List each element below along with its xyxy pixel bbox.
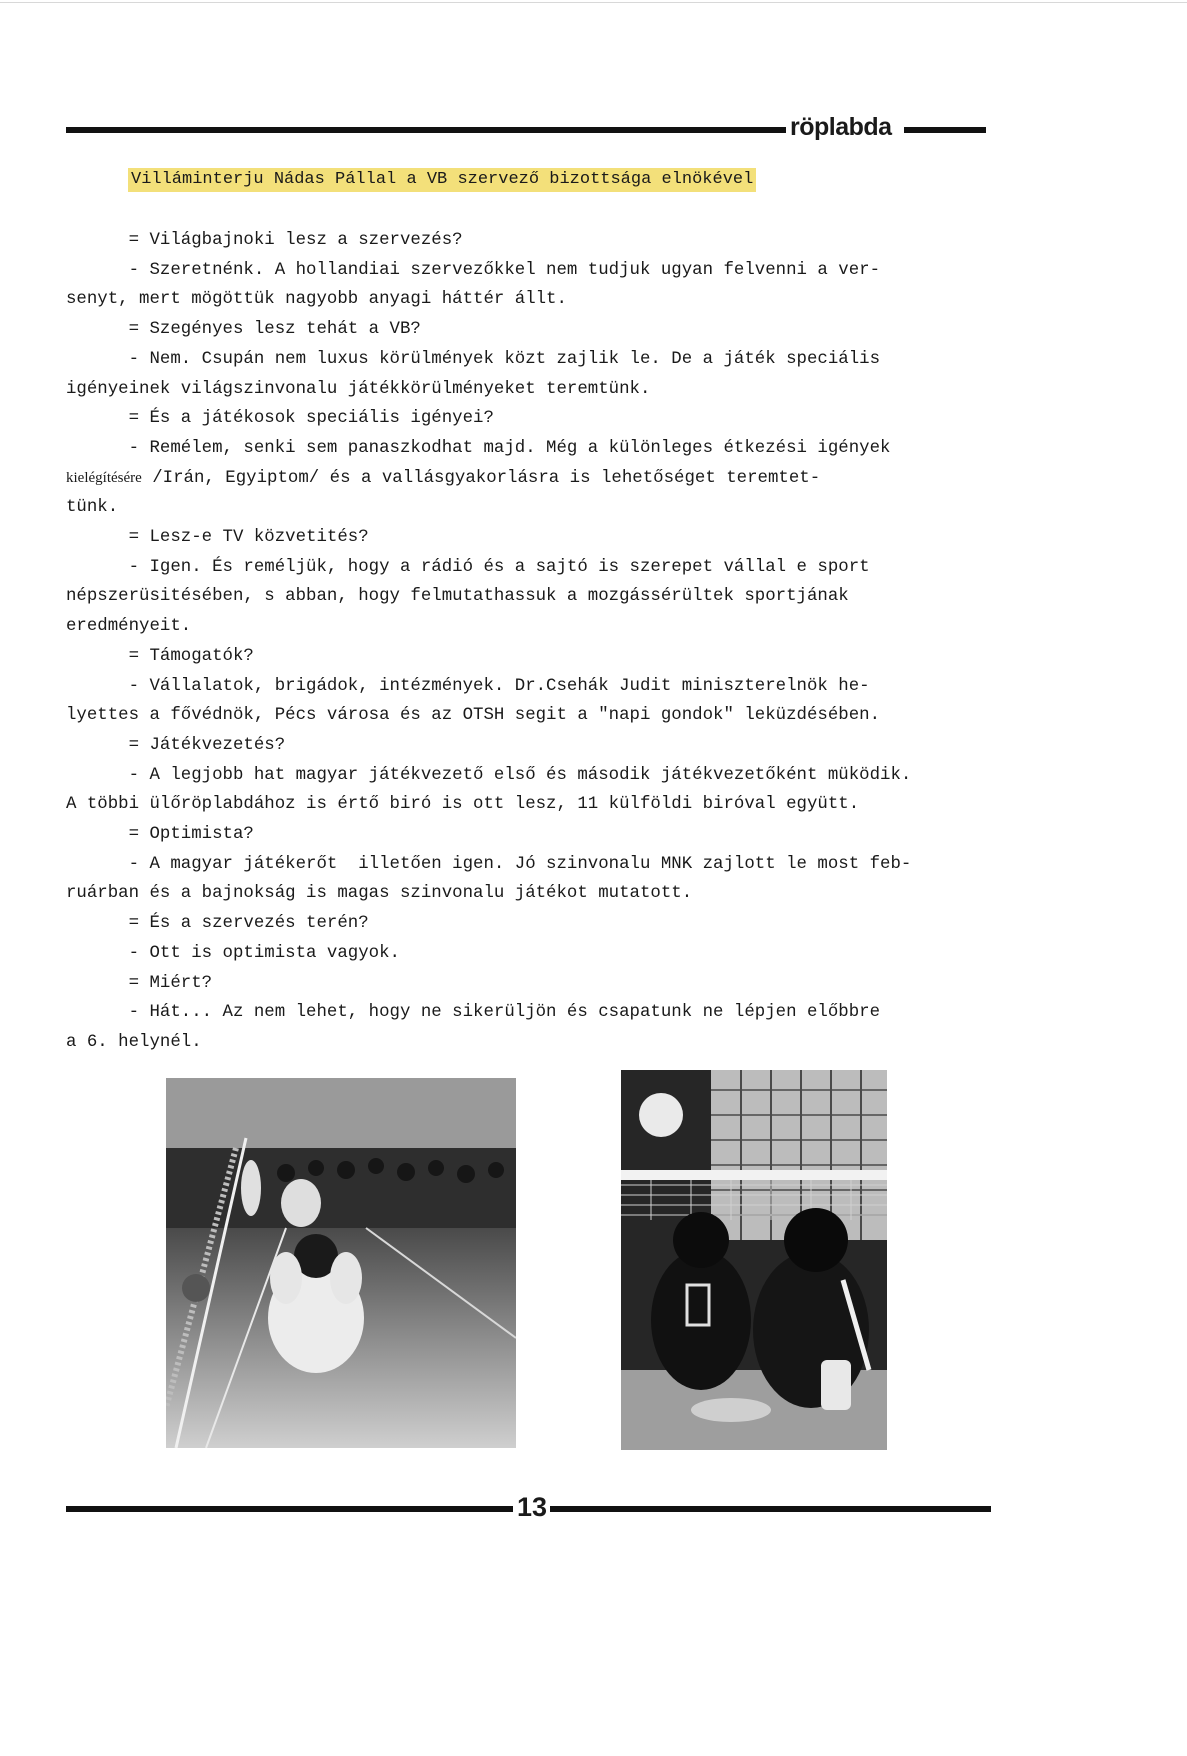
interview-line-text: /Irán, Egyiptom/ és a vallásgyakorlásra is lehetőséget teremtet- tünk. — [66, 468, 821, 518]
interview-line: - A legjobb hat magyar játékvezető első és második játékvezetőként müködik. A többi ülőröplabdához is értő biró is ott lesz, 11 külföldi biróval együtt. — [66, 765, 912, 815]
interview-line: - Nem. Csupán nem luxus körülmények közt zajlik le. De a játék speciális igényeinek világszinvonalu játékkörülményeket teremtünk. — [66, 349, 881, 399]
photo-row — [0, 1078, 1187, 1458]
interview-line-with-note — [66, 464, 1006, 523]
footer-rule-right — [550, 1506, 991, 1512]
interview-line: = És a szervezés terén? — [66, 914, 369, 934]
interview-line: - Remélem, senki sem panaszkodhat majd. Még a különleges étkezési igények — [66, 438, 891, 458]
photo-left-image — [166, 1078, 516, 1448]
photo-right-image — [621, 1070, 887, 1450]
interview-line: = Lesz-e TV közvetités? — [66, 528, 369, 548]
interview-line: = És a játékosok speciális igényei? — [66, 409, 494, 429]
article-headline: Villáminterju Nádas Pállal a VB szervező bizottsága elnökével — [128, 168, 756, 192]
section-header — [66, 112, 986, 142]
interview-line: = Miért? — [66, 973, 213, 993]
interview-line: - Vállalatok, brigádok, intézmények. Dr.Csehák Judit miniszterelnök he- lyettes a fővédnök, Pécs városa és az OTSH segit a "napi gondok" leküzdésében. — [66, 676, 881, 726]
interview-line: - Hát... Az nem lehet, hogy ne sikerüljön és csapatunk ne lépjen előbbre a 6. helynél. — [66, 1003, 881, 1052]
interview-line: - A magyar játékerőt illetően igen. Jó szinvonalu MNK zajlott le most feb- ruárban és a bajnokság is magas szinvonalu játékot mutatott. — [66, 854, 912, 904]
interview-line: = Támogatók? — [66, 646, 254, 666]
interview-line: = Világbajnoki lesz a szervezés? — [66, 231, 463, 250]
header-rule-right — [904, 127, 986, 133]
page-footer — [66, 1494, 991, 1524]
sitting-volleyball-photo-left — [166, 1078, 516, 1448]
interview-line: = Optimista? — [66, 825, 254, 845]
page-number: 13 — [517, 1492, 548, 1522]
interview-line: = Szegényes lesz tehát a VB? — [66, 320, 421, 340]
interview-line: - Igen. És reméljük, hogy a rádió és a sajtó is szerepet vállal e sport népszerüsitésében, s abban, hogy felmutathassuk a mozgássérültek sportjának eredményeit. — [66, 557, 870, 637]
header-rule-left — [66, 127, 786, 133]
sitting-volleyball-photo-right — [621, 1070, 887, 1450]
footer-rule-left — [66, 1506, 513, 1512]
section-title: röplabda — [790, 113, 892, 141]
handwritten-insert-note: kielégítésére — [66, 469, 142, 486]
interview-line: - Ott is optimista vagyok. — [66, 943, 400, 963]
interview-line: - Szeretnénk. A hollandiai szervezőkkel nem tudjuk ugyan felvenni a ver- senyt, mert mögöttük nagyobb anyagi háttér állt. — [66, 260, 881, 310]
page-edge-line — [0, 2, 1187, 3]
interview-body — [66, 226, 1006, 1058]
interview-line: = Játékvezetés? — [66, 735, 286, 755]
